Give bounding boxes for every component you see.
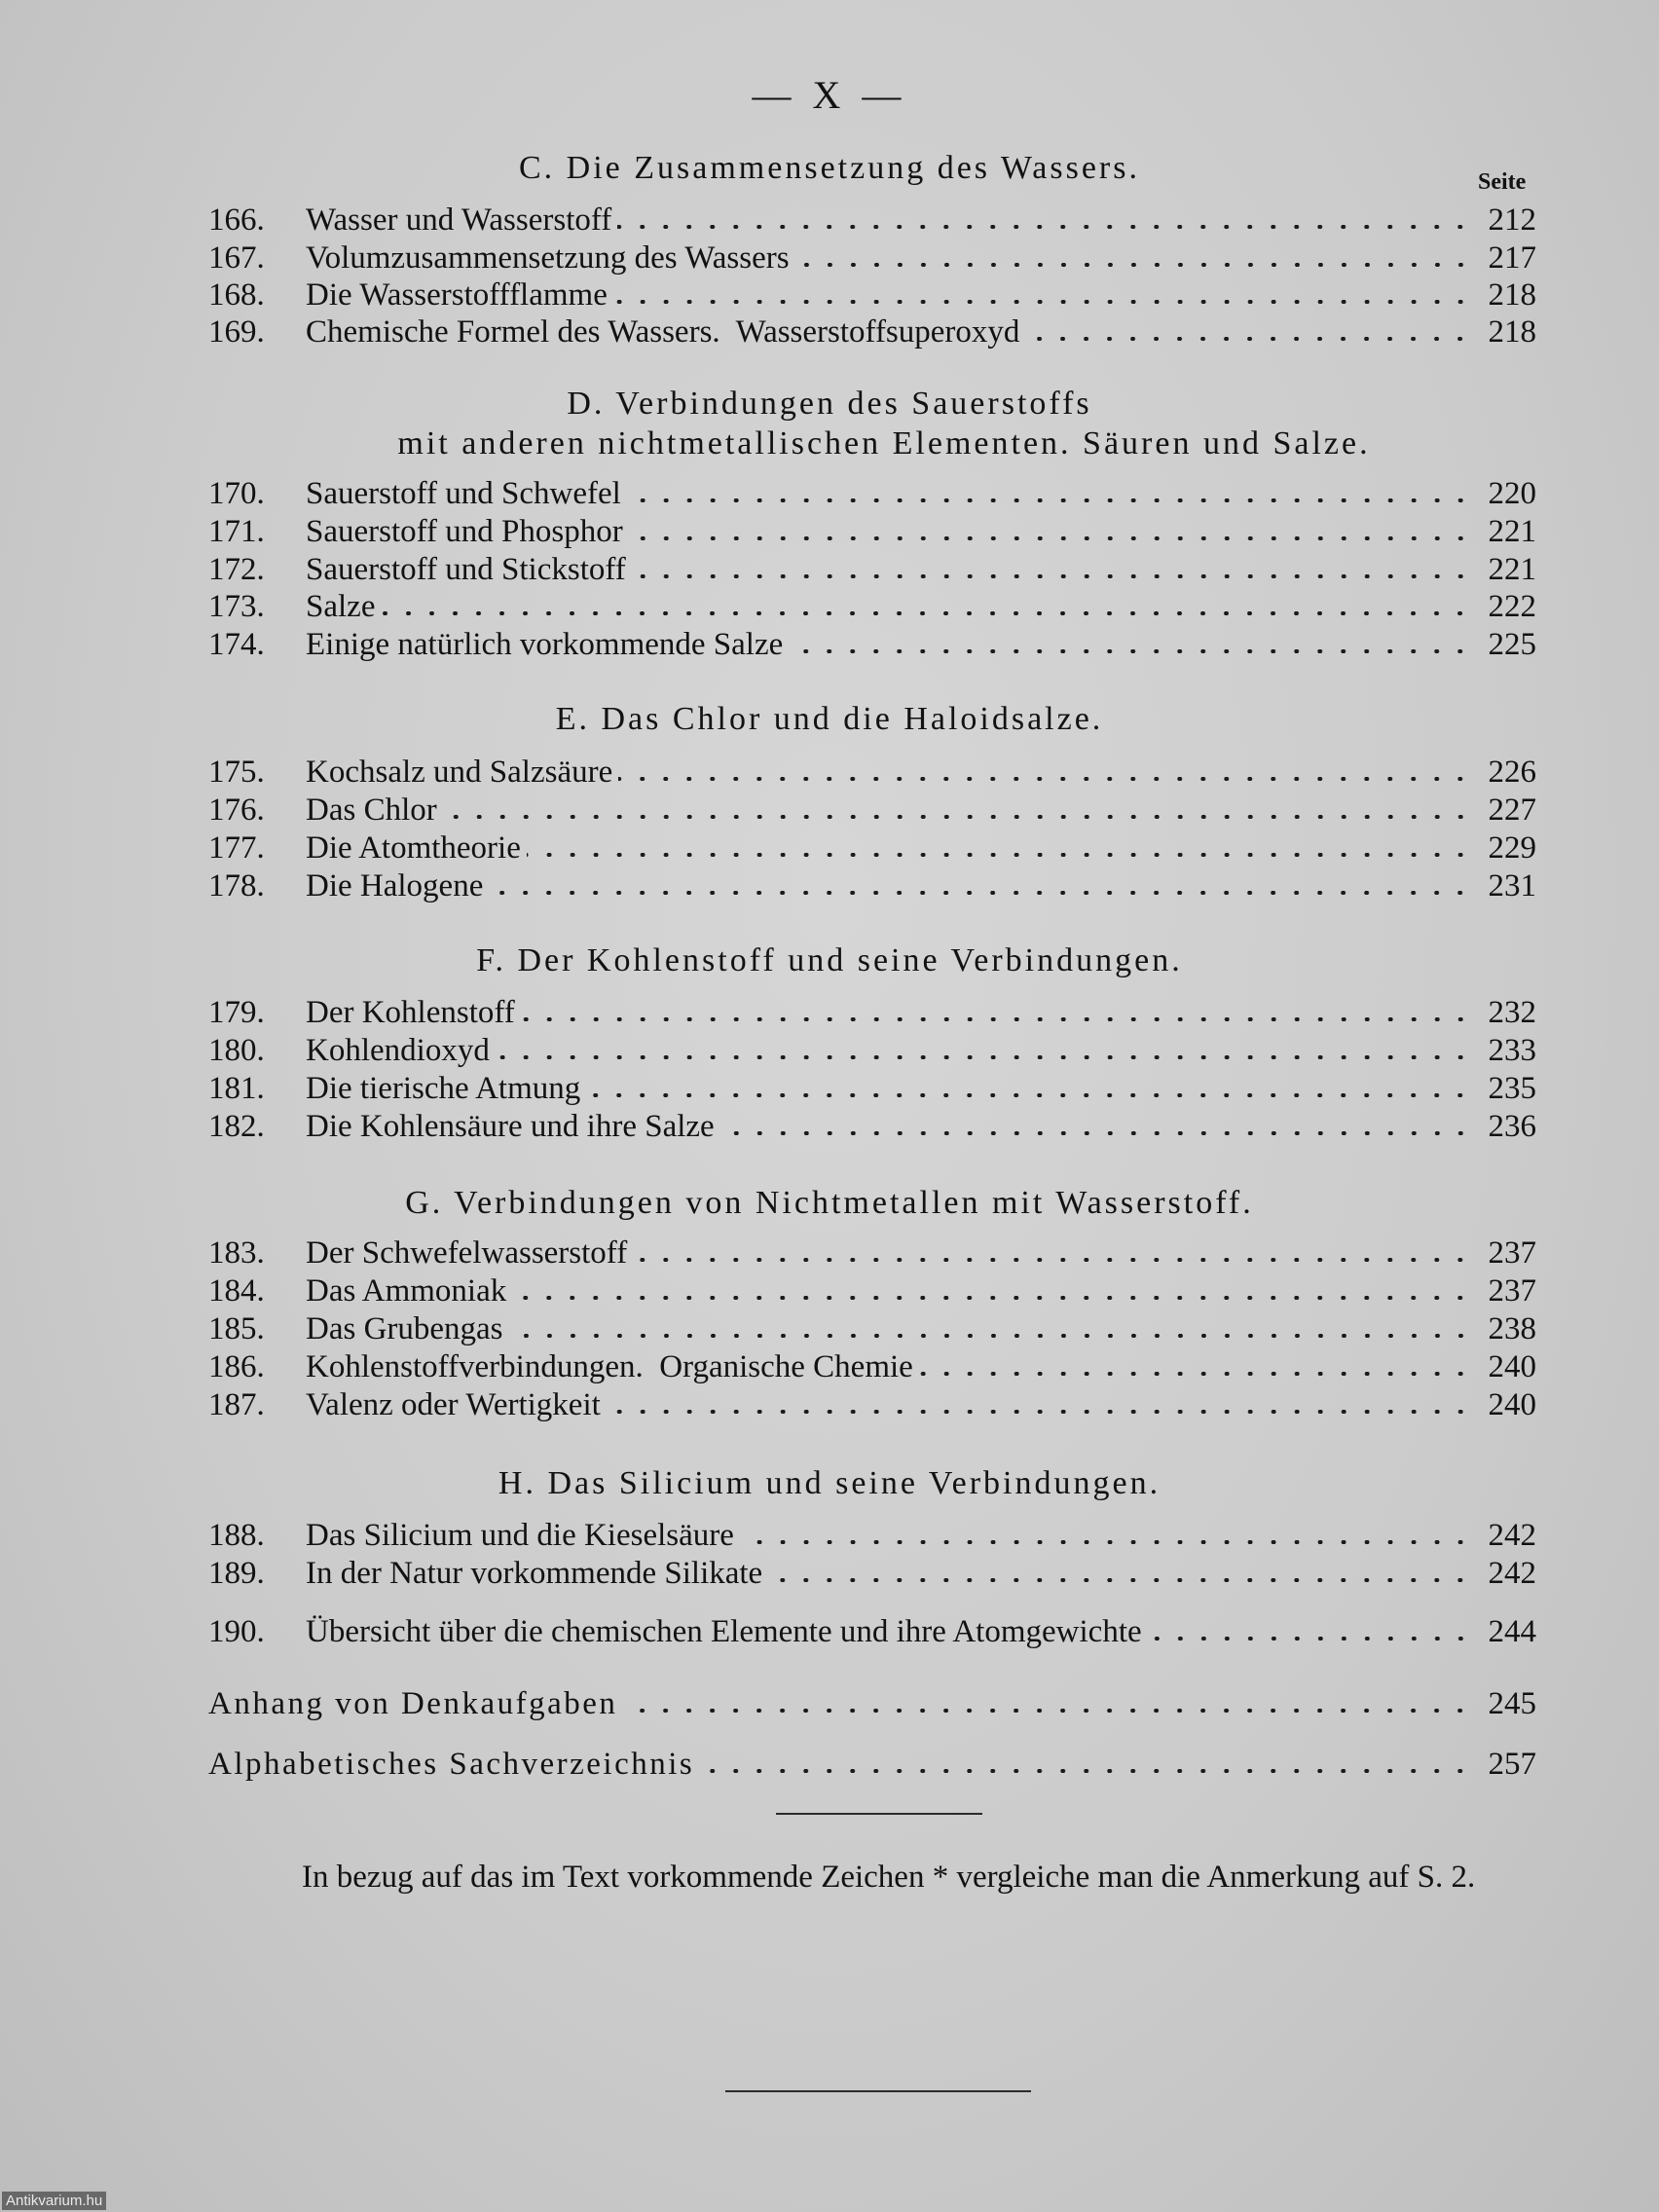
entry-page: 242 — [1488, 1556, 1536, 1591]
appendix-title: Anhang von Denkaufgaben — [208, 1686, 618, 1721]
entry-title: Kohlenstoffverbindungen. Organische Chemie — [306, 1349, 913, 1384]
appendix-title: Alphabetisches Sachverzeichnis — [208, 1747, 695, 1782]
toc-entry — [208, 994, 1536, 1031]
separator-rule — [776, 1813, 982, 1815]
watermark: Antikvarium.hu — [2, 2192, 106, 2210]
dot-leader — [740, 1540, 1472, 1544]
entry-title: Die Atomtheorie — [306, 830, 521, 866]
entry-page: 231 — [1488, 868, 1536, 903]
entry-number: 177. — [208, 830, 265, 866]
toc-entry — [208, 867, 1536, 904]
toc-entry — [208, 1032, 1536, 1069]
dot-leader — [617, 225, 1472, 229]
entry-page: 217 — [1488, 240, 1536, 276]
toc-appendix-entry — [208, 1746, 1536, 1783]
dot-leader — [527, 853, 1472, 857]
toc-entry — [208, 626, 1536, 663]
dot-leader — [627, 498, 1472, 502]
entry-page: 238 — [1488, 1311, 1536, 1346]
entry-title: Volumzusammensetzung des Wassers — [306, 240, 790, 276]
dot-leader — [768, 1578, 1472, 1582]
entry-page: 242 — [1488, 1518, 1536, 1553]
appendix-page: 257 — [1488, 1747, 1536, 1782]
toc-entry — [208, 202, 1536, 239]
toc-entry — [208, 830, 1536, 866]
entry-title: Das Chlor — [306, 793, 437, 828]
dot-leader — [720, 1131, 1472, 1135]
entry-number: 170. — [208, 476, 265, 511]
toc-entry — [208, 276, 1536, 313]
dot-leader — [512, 1296, 1472, 1300]
entry-number: 179. — [208, 995, 265, 1030]
entry-page: 225 — [1488, 627, 1536, 662]
toc-entry — [208, 1555, 1536, 1592]
entry-title: Übersicht über die chemischen Elemente und ihre Atomgewichte — [306, 1614, 1142, 1649]
entry-page: 218 — [1488, 314, 1536, 350]
entry-number: 185. — [208, 1311, 265, 1346]
dot-leader — [521, 1017, 1472, 1021]
entry-title: Die Wasserstoffflamme — [306, 277, 608, 313]
entry-title: Das Grubengas — [306, 1311, 503, 1346]
toc-entry — [208, 754, 1536, 791]
entry-title: Sauerstoff und Stickstoff — [306, 552, 626, 587]
entry-number: 181. — [208, 1071, 265, 1106]
entry-number: 183. — [208, 1235, 265, 1271]
section-heading-h: H. Das Silicium und seine Verbindungen. — [498, 1465, 1161, 1501]
toc-entry — [208, 1517, 1536, 1554]
dot-leader — [489, 891, 1472, 895]
entry-title: Das Ammoniak — [306, 1273, 507, 1309]
toc-entry — [208, 1348, 1536, 1385]
entry-number: 187. — [208, 1387, 265, 1422]
entry-title: Sauerstoff und Phosphor — [306, 514, 623, 549]
dot-leader — [795, 263, 1472, 267]
dot-leader — [1148, 1637, 1472, 1641]
section-heading-e: E. Das Chlor und die Haloidsalze. — [555, 701, 1104, 737]
footnote-text: In bezug auf das im Text vorkommende Zeichen * vergleiche man die Anmerkung auf S. 2. — [302, 1860, 1476, 1895]
entry-number: 176. — [208, 793, 265, 828]
toc-appendix-entry — [208, 1685, 1536, 1722]
dot-leader — [629, 536, 1472, 540]
dot-leader — [586, 1093, 1472, 1097]
section-heading-d-line2: mit anderen nichtmetallischen Elementen. Säuren und Salze. — [397, 425, 1371, 461]
entry-title: Der Kohlenstoff — [306, 995, 515, 1030]
dot-leader — [700, 1769, 1472, 1773]
toc-entry — [208, 513, 1536, 550]
entry-title: Kohlendioxyd — [306, 1033, 490, 1068]
dot-leader — [618, 777, 1472, 781]
dot-leader — [613, 300, 1472, 304]
entry-title: Kochsalz und Salzsäure — [306, 755, 613, 790]
dot-leader — [496, 1055, 1472, 1059]
page-number: — X — — [752, 73, 907, 117]
entry-title: Chemische Formel des Wassers. Wasserstoffsuperoxyd — [306, 314, 1020, 350]
entry-page: 220 — [1488, 476, 1536, 511]
entry-number: 167. — [208, 240, 265, 276]
entry-number: 182. — [208, 1109, 265, 1144]
dot-leader — [789, 649, 1472, 653]
entry-title: Valenz oder Wertigkeit — [306, 1387, 601, 1422]
section-heading-g: G. Verbindungen von Nichtmetallen mit Wasserstoff. — [405, 1185, 1254, 1221]
entry-page: 221 — [1488, 552, 1536, 587]
entry-number: 190. — [208, 1614, 265, 1649]
dot-leader — [623, 1709, 1472, 1713]
dot-leader — [633, 1258, 1472, 1262]
toc-entry — [208, 1310, 1536, 1347]
entry-number: 184. — [208, 1273, 265, 1309]
toc-entry — [208, 792, 1536, 829]
entry-page: 221 — [1488, 514, 1536, 549]
entry-number: 173. — [208, 589, 265, 624]
entry-page: 227 — [1488, 793, 1536, 828]
dot-leader — [443, 815, 1472, 819]
entry-page: 233 — [1488, 1033, 1536, 1068]
toc-entry — [208, 588, 1536, 625]
toc-entry — [208, 1272, 1536, 1309]
entry-page: 229 — [1488, 830, 1536, 866]
bottom-rule — [725, 2090, 1031, 2092]
section-heading-c: C. Die Zusammensetzung des Wassers. — [519, 150, 1140, 186]
dot-leader — [919, 1372, 1472, 1376]
entry-title: Die tierische Atmung — [306, 1071, 581, 1106]
entry-title: Das Silicium und die Kieselsäure — [306, 1518, 734, 1553]
entry-number: 175. — [208, 755, 265, 790]
entry-page: 218 — [1488, 277, 1536, 313]
entry-number: 168. — [208, 277, 265, 313]
section-heading-d: D. Verbindungen des Sauerstoffs — [567, 386, 1092, 422]
entry-number: 186. — [208, 1349, 265, 1384]
entry-title: Einige natürlich vorkommende Salze — [306, 627, 784, 662]
entry-number: 188. — [208, 1518, 265, 1553]
toc-entry — [208, 1108, 1536, 1145]
entry-title: Salze — [306, 589, 376, 624]
toc-entry — [208, 1613, 1536, 1650]
toc-entry — [208, 240, 1536, 276]
toc-entry — [208, 1070, 1536, 1107]
toc-entry — [208, 313, 1536, 350]
dot-leader — [1025, 337, 1472, 341]
entry-page: 237 — [1488, 1235, 1536, 1271]
entry-number: 171. — [208, 514, 265, 549]
entry-page: 232 — [1488, 995, 1536, 1030]
dot-leader — [632, 574, 1472, 578]
toc-entry — [208, 1235, 1536, 1272]
entry-page: 240 — [1488, 1349, 1536, 1384]
page-column-label: Seite — [1478, 169, 1527, 195]
entry-page: 244 — [1488, 1614, 1536, 1649]
entry-title: In der Natur vorkommende Silikate — [306, 1556, 763, 1591]
entry-title: Der Schwefelwasserstoff — [306, 1235, 628, 1271]
entry-page: 235 — [1488, 1071, 1536, 1106]
entry-number: 174. — [208, 627, 265, 662]
entry-number: 180. — [208, 1033, 265, 1068]
entry-page: 240 — [1488, 1387, 1536, 1422]
entry-title: Die Halogene — [306, 868, 484, 903]
footnote — [208, 1856, 1536, 1899]
entry-page: 236 — [1488, 1109, 1536, 1144]
toc-entry — [208, 551, 1536, 588]
entry-title: Wasser und Wasserstoff — [306, 203, 612, 238]
section-heading-f: F. Der Kohlenstoff und seine Verbindungen. — [476, 942, 1183, 978]
entry-page: 237 — [1488, 1273, 1536, 1309]
entry-title: Die Kohlensäure und ihre Salze — [306, 1109, 715, 1144]
entry-page: 212 — [1488, 203, 1536, 238]
toc-entry — [208, 1386, 1536, 1423]
entry-page: 226 — [1488, 755, 1536, 790]
appendix-page: 245 — [1488, 1686, 1536, 1721]
entry-number: 178. — [208, 868, 265, 903]
dot-leader — [509, 1334, 1472, 1338]
entry-page: 222 — [1488, 589, 1536, 624]
entry-number: 189. — [208, 1556, 265, 1591]
dot-leader — [381, 611, 1472, 615]
entry-number: 172. — [208, 552, 265, 587]
entry-number: 166. — [208, 203, 265, 238]
dot-leader — [607, 1410, 1472, 1414]
toc-entry — [208, 475, 1536, 512]
entry-number: 169. — [208, 314, 265, 350]
entry-title: Sauerstoff und Schwefel — [306, 476, 621, 511]
